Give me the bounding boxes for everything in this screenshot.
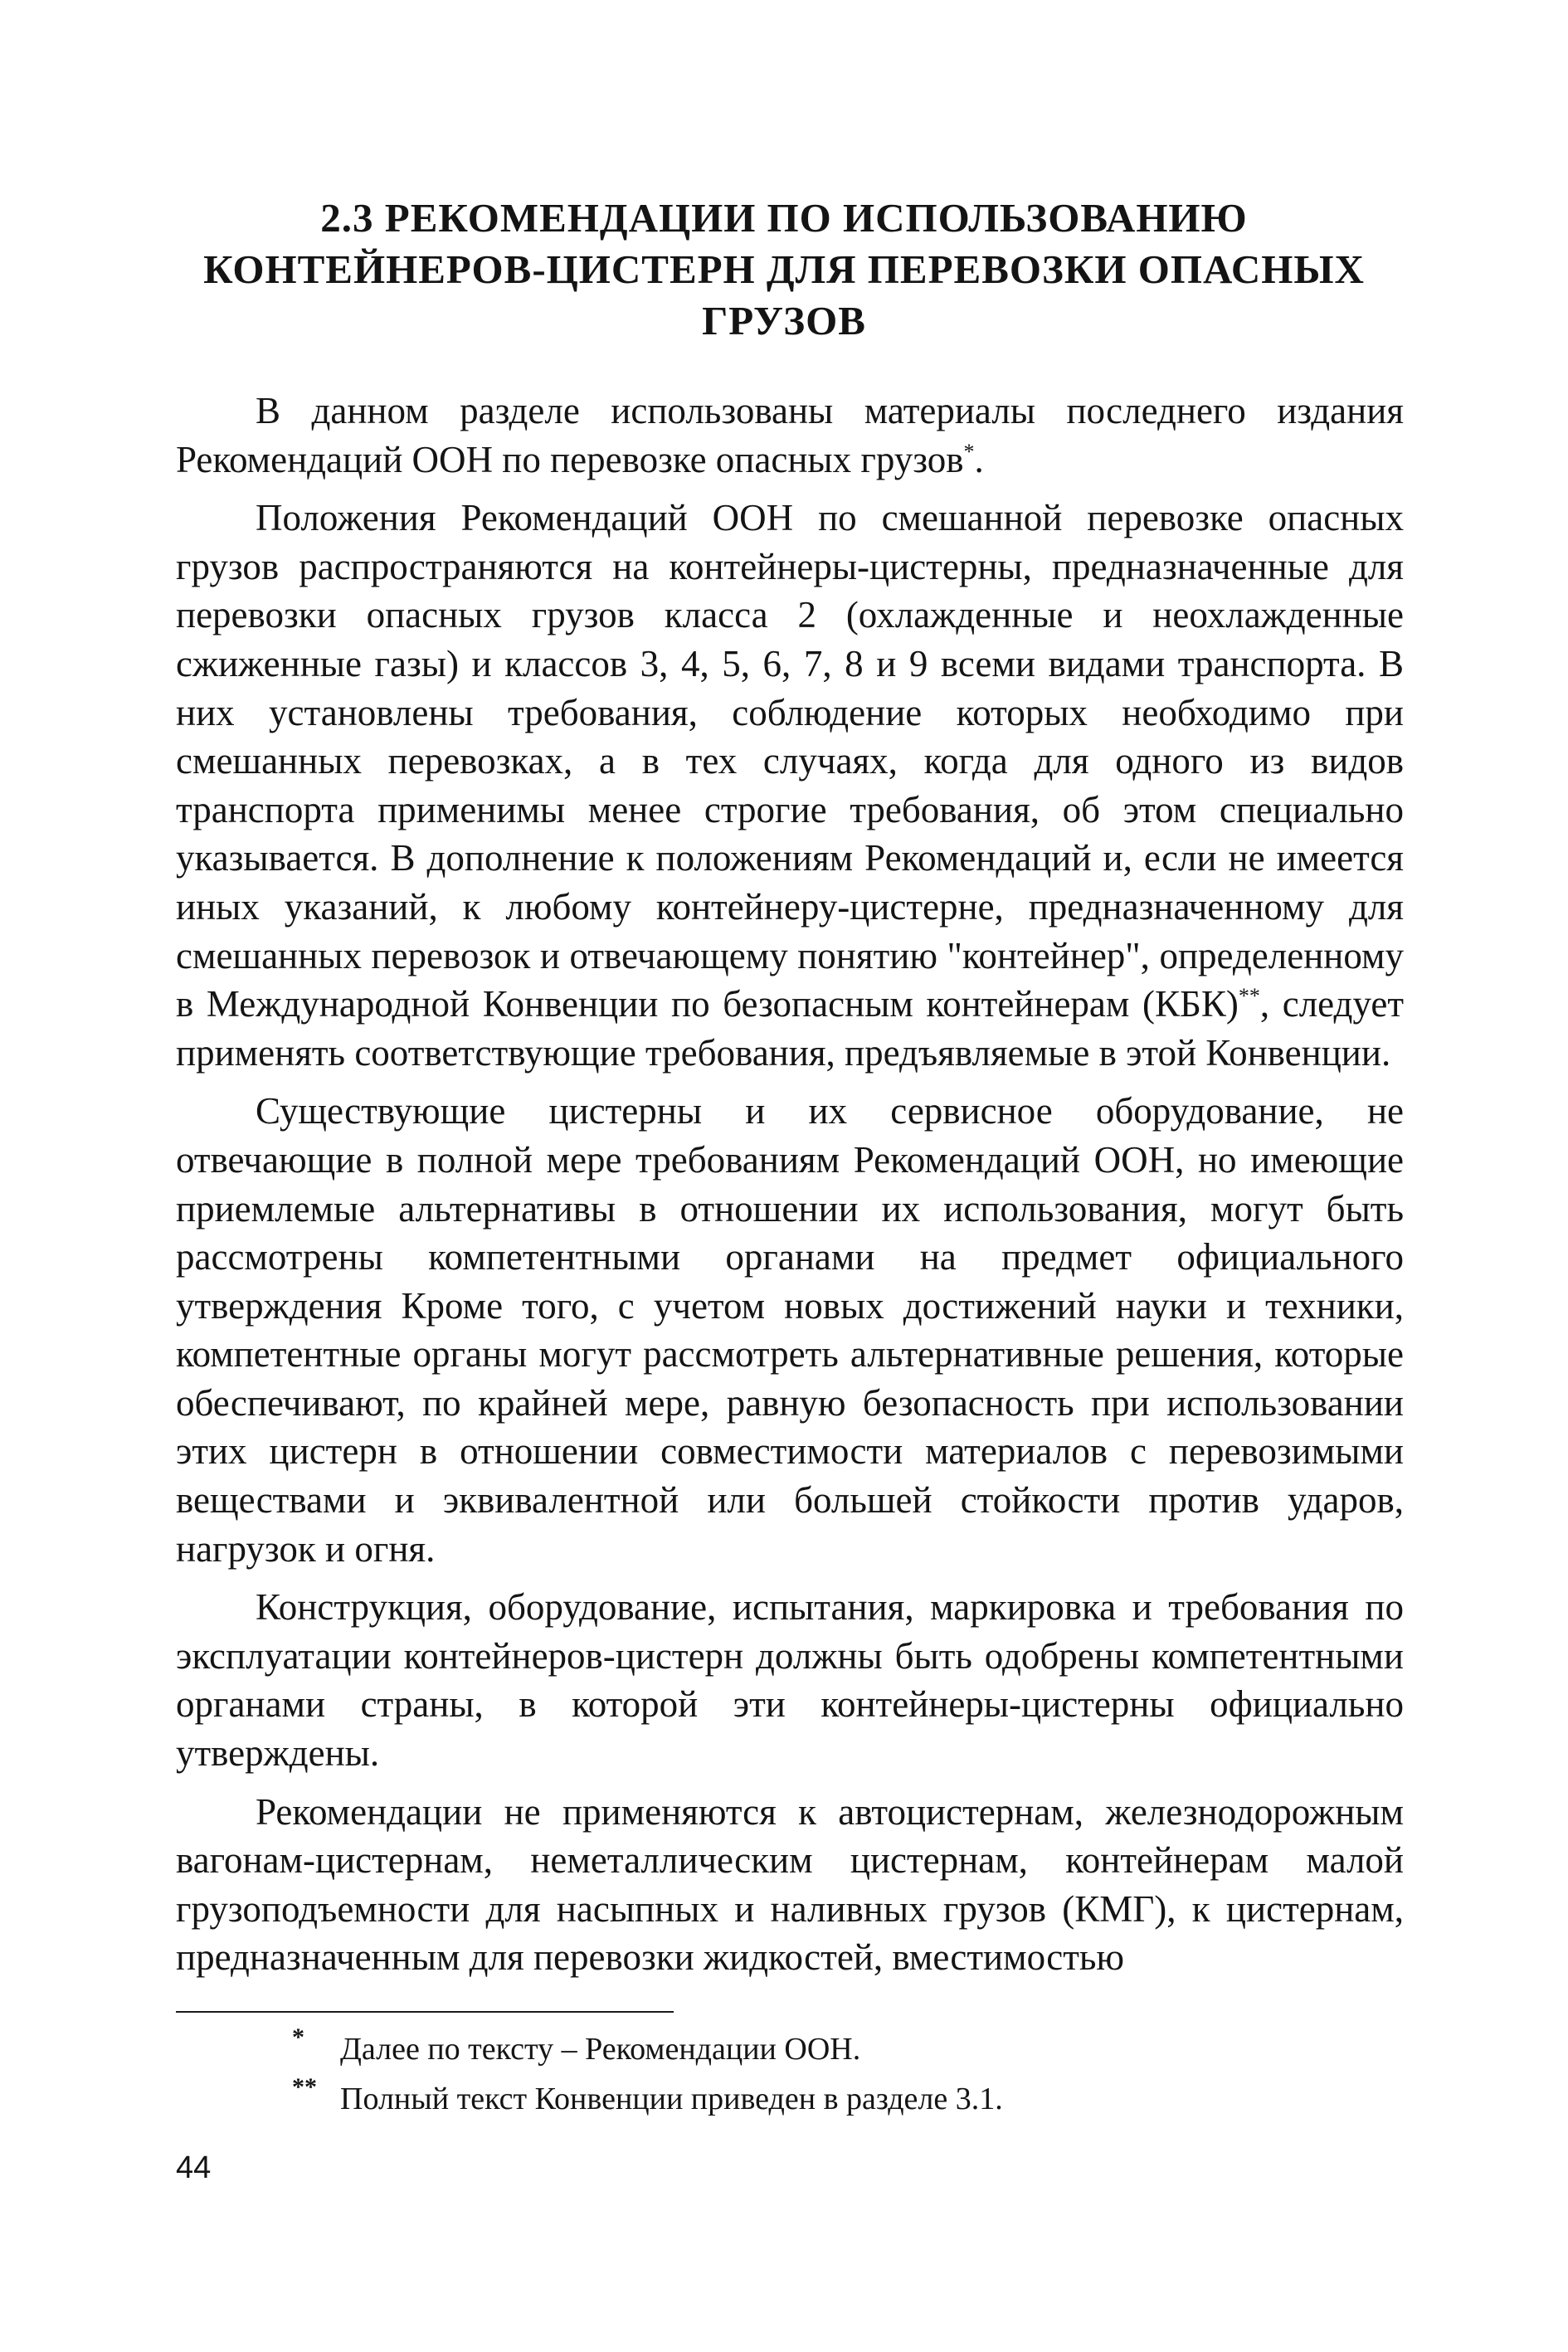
heading-line-3: ГРУЗОВ bbox=[702, 298, 866, 343]
paragraph-2-end: , следует применять соответствующие требования, предъявляемые в этой Конвенции. bbox=[176, 983, 1404, 1074]
paragraph-1 bbox=[176, 387, 1404, 484]
heading-line-1: 2.3 РЕКОМЕНДАЦИИ ПО ИСПОЛЬЗОВАНИЮ bbox=[320, 195, 1248, 241]
paragraph-1-text: В данном разделе использованы материалы последнего издания Рекомендаций ООН по перевозке опасных грузов bbox=[176, 390, 1404, 480]
paragraph-4: Конструкция, оборудование, испытания, маркировка и требования по эксплуатации контейнеров-цистерн должны быть одобрены компетентными органами страны, в которой эти контейнеры-цистерны официально утверждены. bbox=[176, 1586, 1404, 1775]
footnote-1-mark: * bbox=[292, 2023, 304, 2051]
paragraph-5: Рекомендации не применяются к автоцистернам, железнодорожным вагонам-цистернам, неметаллическим цистернам, контейнерам малой грузоподъемности для насыпных и наливных грузов (КМГ), к цистернам, предназначенным для перевозки жидкостей, вместимостью bbox=[176, 1790, 1404, 1979]
footnote-2-text: Полный текст Конвенции приведен в разделе 3.1. bbox=[340, 2082, 1003, 2116]
footnote-2-mark: ** bbox=[292, 2073, 317, 2101]
footnote-2 bbox=[292, 2074, 1288, 2124]
heading-line-2: КОНТЕЙНЕРОВ-ЦИСТЕРН ДЛЯ ПЕРЕВОЗКИ ОПАСНЫХ bbox=[203, 246, 1365, 292]
paragraph-3: Существующие цистерны и их сервисное оборудование, не отвечающие в полной мере требованиям Рекомендаций ООН, но имеющие приемлемые альтернативы в отношении их использования, могут быть рассмотрены компетентными органами на предмет официального утверждения Кроме того, с учетом новых достижений науки и техники, компетентные органы могут рассмотреть альтернативные решения, которые обеспечивают, по крайней мере, равную безопасность при использовании этих цистерн в отношении совместимости материалов с перевозимыми веществами и эквивалентной или большей стойкости против ударов, нагрузок и огня. bbox=[176, 1090, 1404, 1570]
page-number: 44 bbox=[176, 2150, 212, 2185]
section-heading bbox=[166, 192, 1402, 347]
body-text bbox=[176, 387, 1404, 1982]
footnote-ref-1: * bbox=[963, 439, 975, 464]
footnote-divider bbox=[176, 2011, 674, 2013]
footnote-ref-2: ** bbox=[1238, 984, 1260, 1009]
footnotes bbox=[292, 2024, 1288, 2124]
footnote-1 bbox=[292, 2024, 1288, 2074]
paragraph-2 bbox=[176, 494, 1404, 1077]
footnote-1-text: Далее по тексту – Рекомендации ООН. bbox=[340, 2032, 861, 2067]
paragraph-2-text: Положения Рекомендаций ООН по смешанной перевозке опасных грузов распространяются на контейнеры-цистерны, предназначенные для перевозки опасных грузов класса 2 (охлажденные и неохлажденные сжиженные газы) и классов 3, 4, 5, 6, 7, 8 и 9 всеми видами транспорта. В них установлены требования, соблюдение которых необходимо при смешанных перевозках, а в тех случаях, когда для одного из видов транспорта применимы менее строгие требования, об этом специально указывается. В дополнение к положениям Рекомендаций и, если не имеется иных указаний, к любому контейнеру-цистерне, предназначенному для смешанных перевозок и отвечающему понятию "контейнер", определенному в Международной Конвенции по безопасным контейнерам (КБК) bbox=[176, 497, 1404, 1025]
paragraph-1-end: . bbox=[974, 438, 984, 480]
